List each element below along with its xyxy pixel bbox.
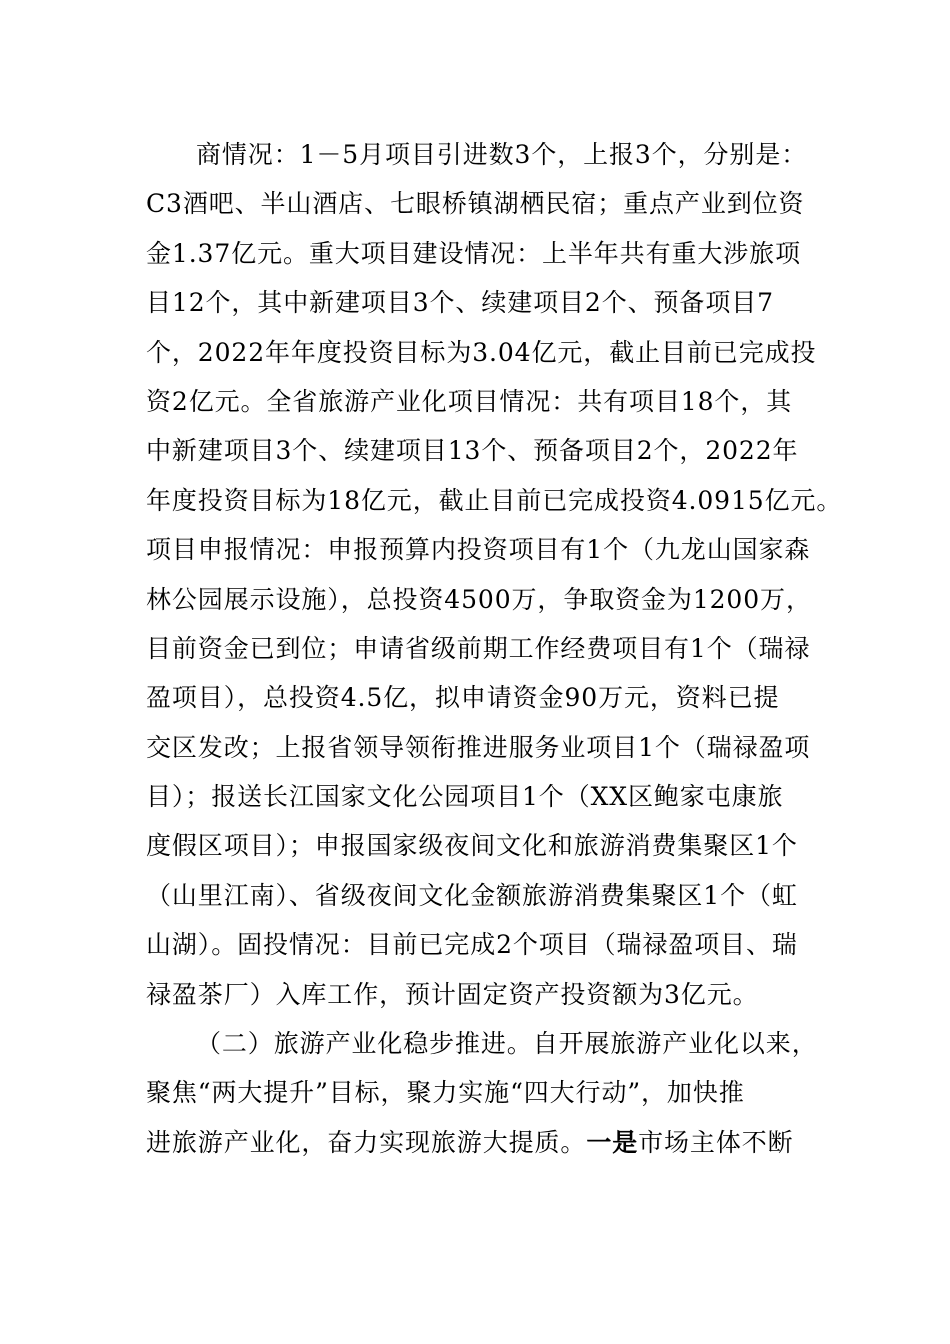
document-body [146, 130, 843, 1167]
text-line: 商情况：1－5月项目引进数3个，上报3个，分别是： [196, 140, 808, 169]
text-line: 聚焦“两大提升”目标，聚力实施“四大行动”，加快推 [146, 1078, 745, 1108]
text-line: 禄盈茶厂）入库工作，预计固定资产投资额为3亿元。 [146, 979, 759, 1009]
text-line: 盈项目），总投资4.5亿，拟申请资金90万元，资料已提 [146, 683, 780, 713]
text-line [146, 1118, 826, 1167]
text-line: 个，2022年年度投资目标为3.04亿元，截止目前已完成投 [146, 337, 817, 367]
text-line: （山里江南）、省级夜间文化金额旅游消费集聚区1个（虹 [146, 880, 798, 910]
text-line: 目12个，其中新建项目3个、续建项目2个、预备项目7 [146, 288, 774, 318]
text-line: C3酒吧、半山酒店、七眼桥镇湖栖民宿；重点产业到位资 [146, 189, 805, 219]
text-line: 金1.37亿元。重大项目建设情况：上半年共有重大涉旅项 [146, 238, 801, 268]
text-span: 市场主体不断 [638, 1127, 794, 1157]
text-line: 交区发改；上报省领导领衔推进服务业项目1个（瑞禄盈项 [146, 732, 811, 762]
paragraph-investment [146, 130, 843, 1019]
text-line: 目）；报送长江国家文化公园项目1个（XX区鲍家屯康旅 [146, 782, 784, 812]
text-line: （二）旅游产业化稳步推进。自开展旅游产业化以来， [196, 1029, 818, 1059]
text-span: 进旅游产业化，奋力实现旅游大提质。 [146, 1127, 587, 1157]
paragraph-tourism-industrialization [146, 1019, 826, 1167]
text-line: 项目申报情况：申报预算内投资项目有1个（九龙山国家森 [146, 535, 811, 565]
text-line: 林公园展示设施），总投资4500万，争取资金为1200万， [146, 584, 812, 614]
text-line: 目前资金已到位；申请省级前期工作经费项目有1个（瑞禄 [146, 633, 811, 663]
text-line: 山湖）。固投情况：目前已完成2个项目（瑞禄盈项目、瑞 [146, 930, 798, 960]
text-line: 年度投资目标为18亿元，截止目前已完成投资4.0915亿元。 [146, 485, 843, 515]
text-line: 度假区项目）；申报国家级夜间文化和旅游消费集聚区1个 [146, 831, 798, 861]
text-line: 资2亿元。全省旅游产业化项目情况：共有项目18个，其 [146, 386, 793, 416]
text-line: 中新建项目3个、续建项目13个、预备项目2个，2022年 [146, 436, 799, 466]
bold-marker: 一是 [586, 1127, 639, 1157]
